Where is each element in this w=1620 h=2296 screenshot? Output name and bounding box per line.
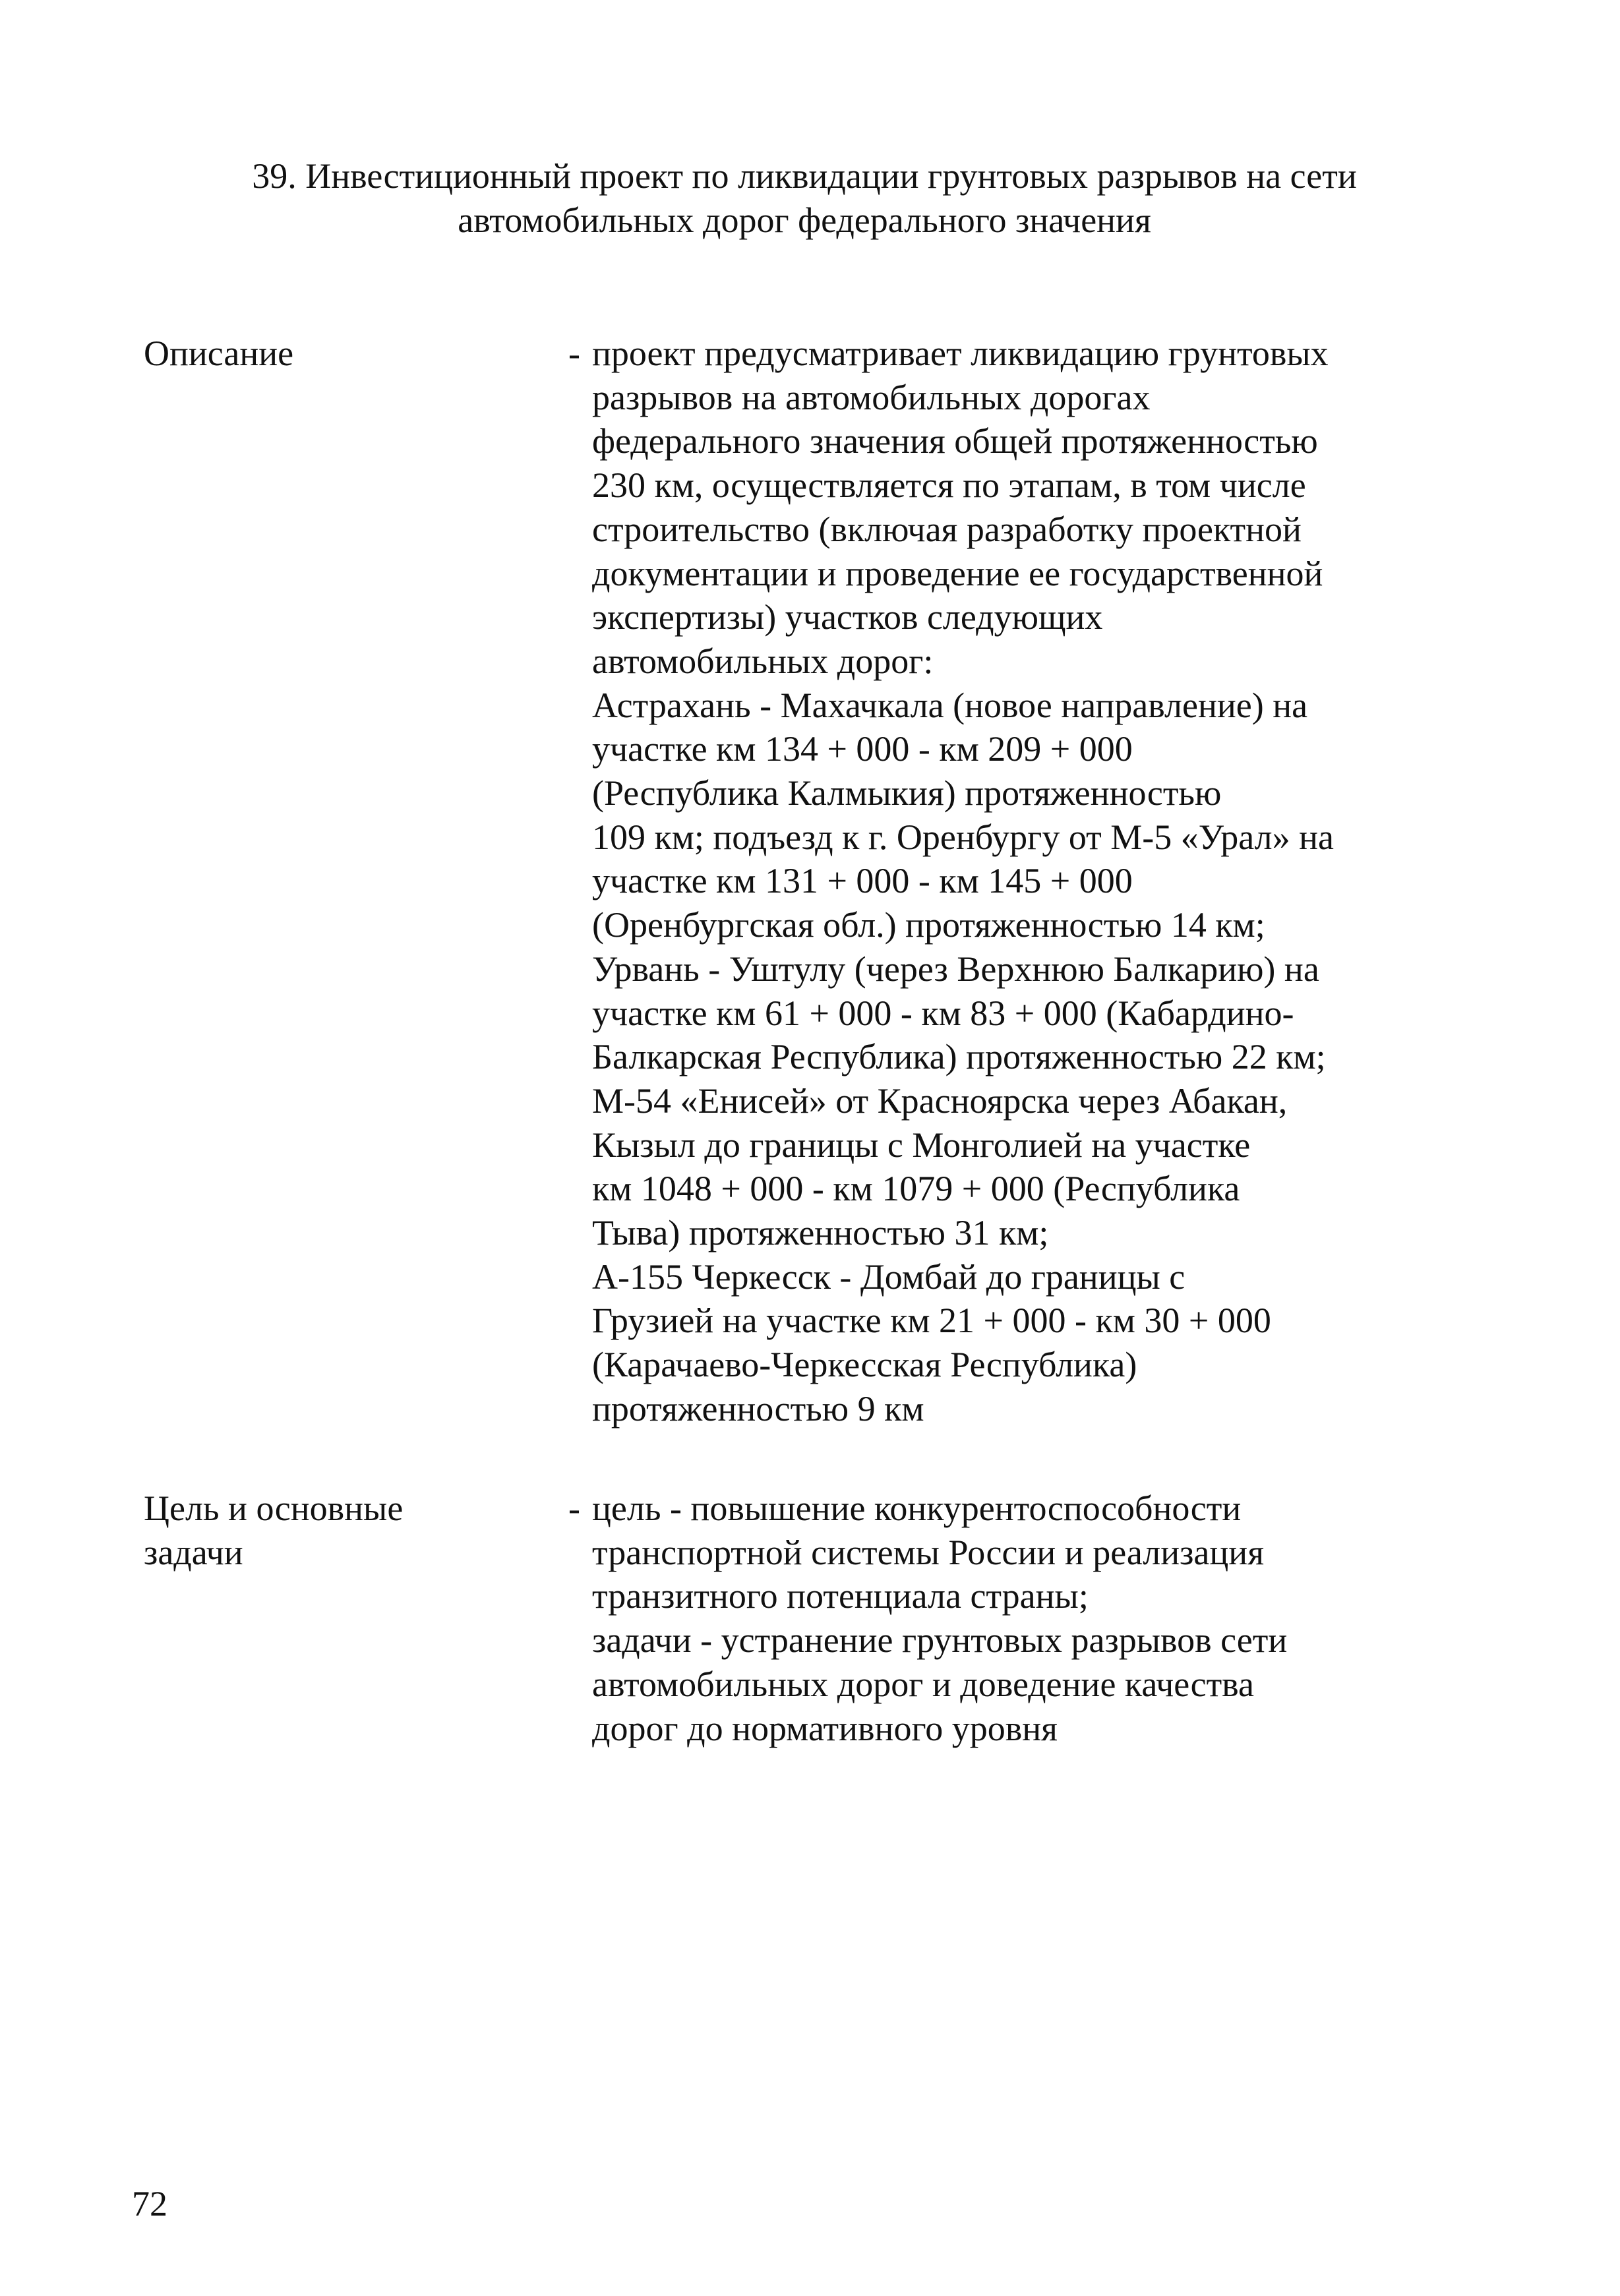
title-line: автомобильных дорог федерального значения	[458, 200, 1151, 240]
content-line: 230 км, осуществляется по этапам, в том числе	[592, 465, 1306, 506]
page-title	[185, 154, 1424, 243]
content-line: экспертизы) участков следующих	[592, 597, 1103, 637]
content-line: Тыва) протяженностью 31 км;	[592, 1213, 1049, 1253]
content-line: участке км 61 + 000 - км 83 + 000 (Кабардино-	[592, 993, 1294, 1033]
content-line: цель - повышение конкурентоспособности	[592, 1488, 1242, 1528]
content-line: Балкарская Республика) протяженностью 22 км;	[592, 1037, 1326, 1077]
content-line: протяженностью 9 км	[592, 1388, 924, 1428]
content-line: участке км 134 + 000 - км 209 + 000	[592, 729, 1133, 769]
list-dash: -	[568, 1488, 580, 1528]
content-line: Грузией на участке км 21 + 000 - км 30 + 000	[592, 1301, 1271, 1341]
content-line: А-155 Черкесск - Домбай до границы с	[592, 1256, 1185, 1297]
content-line: проект предусматривает ликвидацию грунтовых	[592, 334, 1329, 373]
section-label-line: задачи	[144, 1533, 243, 1572]
content-line: Урвань - Уштулу (через Верхнюю Балкарию) на	[592, 949, 1319, 989]
content-line: участке км 131 + 000 - км 145 + 000	[592, 861, 1133, 901]
content-line: автомобильных дорог и доведение качества	[592, 1664, 1254, 1704]
section-label	[144, 1487, 403, 1575]
section-label	[144, 332, 293, 376]
content-line: М-54 «Енисей» от Красноярска через Абакан,	[592, 1080, 1288, 1121]
section-content	[592, 1487, 1462, 1750]
content-line: км 1048 + 000 - км 1079 + 000 (Республика	[592, 1169, 1240, 1209]
content-line: (Карачаево-Черкесская Республика)	[592, 1345, 1137, 1385]
content-line: строительство (включая разработку проектной	[592, 509, 1302, 549]
title-line: 39. Инвестиционный проект по ликвидации грунтовых разрывов на сети	[252, 156, 1357, 196]
content-line: разрывов на автомобильных дорогах	[592, 377, 1151, 417]
content-line: Кызыл до границы с Монголией на участке	[592, 1125, 1251, 1165]
section-content	[592, 332, 1462, 1431]
content-line: дорог до нормативного уровня	[592, 1708, 1058, 1748]
content-line: задачи - устранение грунтовых разрывов сети	[592, 1620, 1288, 1661]
list-dash: -	[568, 334, 580, 373]
content-line: 109 км; подъезд к г. Оренбургу от М-5 «Урал» на	[592, 817, 1334, 857]
content-line: документации и проведение ее государственной	[592, 553, 1323, 593]
content-line: транзитного потенциала страны;	[592, 1576, 1089, 1616]
content-line: Астрахань - Махачкала (новое направление) на	[592, 685, 1308, 725]
content-line: автомобильных дорог:	[592, 641, 934, 681]
content-line: (Оренбургская обл.) протяженностью 14 км;	[592, 905, 1265, 945]
content-line: транспортной системы России и реализация	[592, 1532, 1265, 1572]
section-label-line: Описание	[144, 334, 294, 373]
content-line: (Республика Калмыкия) протяженностью	[592, 773, 1222, 813]
section-label-line: Цель и основные	[144, 1488, 404, 1528]
page-number: 72	[132, 2184, 167, 2223]
content-line: федерального значения общей протяженностью	[592, 421, 1318, 461]
